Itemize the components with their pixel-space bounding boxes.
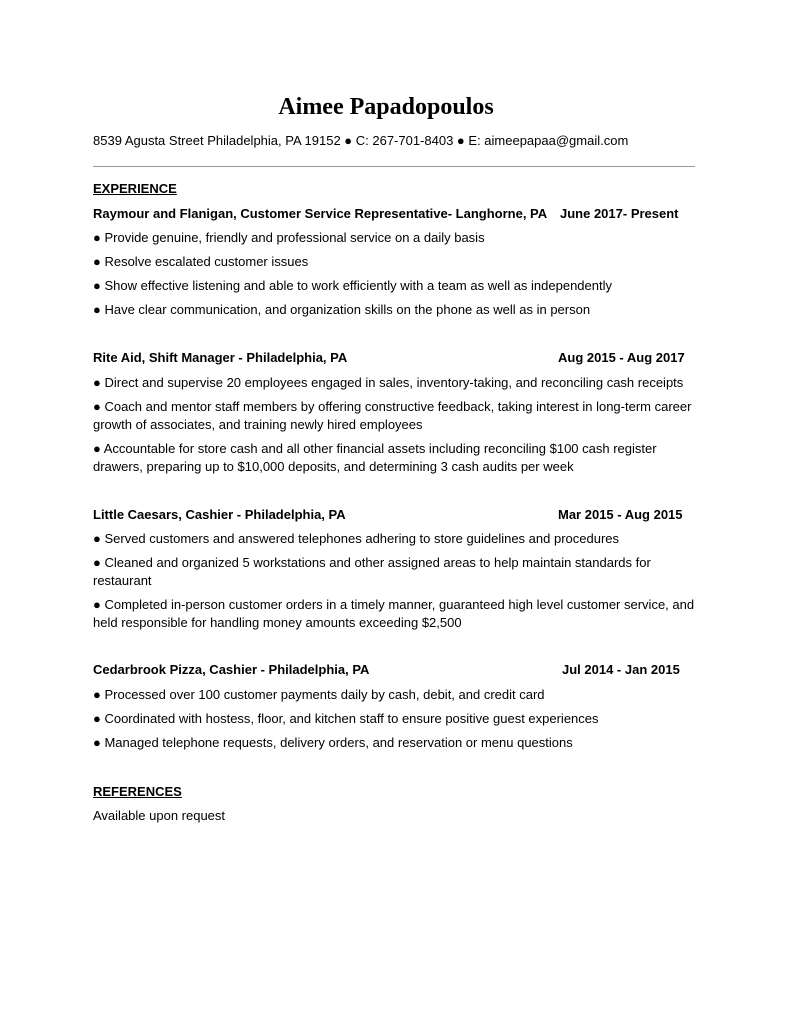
references-text: Available upon request <box>93 808 226 823</box>
job-bullet: ● Served customers and answered telephones adhering to store guidelines and procedures <box>93 531 620 546</box>
job-bullet: ● Cleaned and organized 5 workstations and other assigned areas to help maintain standards for restaurant <box>93 555 651 588</box>
experience-heading: EXPERIENCE <box>93 181 177 196</box>
job-bullet: ● Show effective listening and able to work efficiently with a team as well as independently <box>93 278 612 293</box>
job-bullet: ● Provide genuine, friendly and professional service on a daily basis <box>93 230 485 245</box>
job-bullet: ● Have clear communication, and organization skills on the phone as well as in person <box>93 302 591 317</box>
job-heading-little-caesars: Little Caesars, Cashier - Philadelphia, PA <box>93 507 346 522</box>
job-heading-raymour: Raymour and Flanigan, Customer Service Representative- Langhorne, PA <box>93 206 548 221</box>
job-bullet: ● Resolve escalated customer issues <box>93 254 309 269</box>
contact-line: 8539 Agusta Street Philadelphia, PA 19152 ● C: 267-701-8403 ● E: aimeepapaa@gmail.com <box>93 133 629 148</box>
job-bullet: ● Coach and mentor staff members by offering constructive feedback, taking interest in long-term career growth of associates, and training newly hired employees <box>93 399 692 432</box>
job-bullet: ● Coordinated with hostess, floor, and kitchen staff to ensure positive guest experiences <box>93 711 599 726</box>
job-bullet: ● Processed over 100 customer payments daily by cash, debit, and credit card <box>93 687 545 702</box>
job-heading-rite-aid: Rite Aid, Shift Manager - Philadelphia, PA <box>93 350 348 365</box>
job-bullet: ● Accountable for store cash and all other financial assets including reconciling $100 cash register drawers, preparing up to $10,000 deposits, and determining 3 cash audits per week <box>93 441 657 474</box>
job-dates-rite-aid: Aug 2015 - Aug 2017 <box>558 350 685 365</box>
job-bullet: ● Completed in-person customer orders in a timely manner, guaranteed high level customer service, and held responsible for handling money amounts exceeding $2,500 <box>93 597 695 630</box>
job-dates-little-caesars: Mar 2015 - Aug 2015 <box>558 507 683 522</box>
job-bullet: ● Direct and supervise 20 employees engaged in sales, inventory-taking, and reconciling cash receipts <box>93 375 684 390</box>
job-heading-cedarbrook: Cedarbrook Pizza, Cashier - Philadelphia, PA <box>93 662 370 677</box>
job-dates-cedarbrook: Jul 2014 - Jan 2015 <box>562 662 680 677</box>
references-heading: REFERENCES <box>93 784 182 799</box>
job-bullet: ● Managed telephone requests, delivery orders, and reservation or menu questions <box>93 735 573 750</box>
job-dates-raymour: June 2017- Present <box>560 206 679 221</box>
header-divider <box>93 166 695 167</box>
resume-name: Aimee Papadopoulos <box>278 94 494 120</box>
